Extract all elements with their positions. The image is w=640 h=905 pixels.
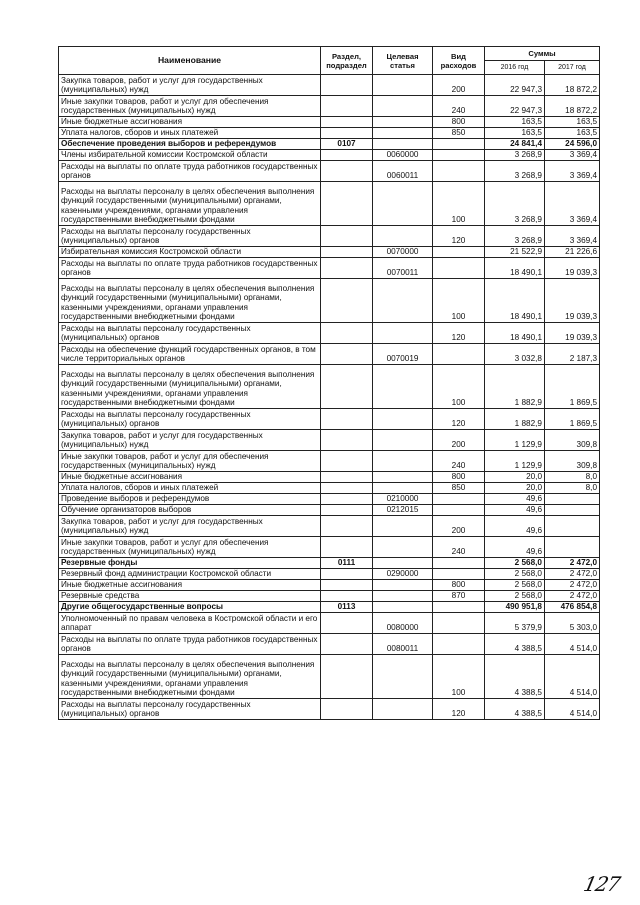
table-row [59, 258, 600, 279]
row-type-cell: 800 [433, 472, 485, 483]
row-sum-2016-cell: 3 268,9 [485, 161, 545, 182]
row-target-cell: 0070019 [373, 344, 433, 365]
row-sum-2016-cell: 2 568,0 [485, 580, 545, 591]
row-type-cell: 240 [433, 537, 485, 558]
row-sum-2017-cell [545, 494, 600, 505]
row-sum-2016-cell: 1 129,9 [485, 430, 545, 451]
row-sum-2017-cell: 2 472,0 [545, 591, 600, 602]
row-sum-2016-cell: 18 490,1 [485, 258, 545, 279]
row-sum-2017-cell: 2 472,0 [545, 580, 600, 591]
table-row [59, 558, 600, 569]
row-type-cell: 120 [433, 409, 485, 430]
row-sum-2017-cell: 163,5 [545, 128, 600, 139]
row-section-cell [321, 182, 373, 226]
table-row [59, 279, 600, 323]
row-sum-2017-cell: 2 187,3 [545, 344, 600, 365]
row-section-cell [321, 451, 373, 472]
row-target-cell [373, 602, 433, 613]
row-sum-2017-cell: 1 869,5 [545, 409, 600, 430]
table-row [59, 634, 600, 655]
header-target: Целевая статья [373, 47, 433, 75]
row-sum-2017-cell: 24 596,0 [545, 139, 600, 150]
row-name-cell: Избирательная комиссия Костромской области [59, 247, 321, 258]
row-name-cell: Расходы на выплаты персоналу в целях обеспечения выполнения функций государственными (муниципальными) органами, казенными учреждениями, органами управления государственными внебюджетными фондами [59, 365, 321, 409]
row-sum-2016-cell: 18 490,1 [485, 323, 545, 344]
header-year-2017: 2017 год [545, 61, 600, 75]
table-row [59, 365, 600, 409]
row-section-cell [321, 128, 373, 139]
header-year-2016: 2016 год [485, 61, 545, 75]
row-target-cell [373, 96, 433, 117]
row-sum-2017-cell: 18 872,2 [545, 75, 600, 96]
row-section-cell [321, 258, 373, 279]
row-name-cell: Расходы на выплаты персоналу в целях обеспечения выполнения функций государственными (муниципальными) органами, казенными учреждениями, органами управления государственными внебюджетными фондами [59, 655, 321, 699]
row-target-cell [373, 558, 433, 569]
row-section-cell [321, 226, 373, 247]
row-section-cell [321, 613, 373, 634]
row-sum-2017-cell: 8,0 [545, 472, 600, 483]
row-target-cell [373, 409, 433, 430]
row-type-cell [433, 494, 485, 505]
row-target-cell: 0070000 [373, 247, 433, 258]
row-sum-2016-cell: 18 490,1 [485, 279, 545, 323]
row-sum-2017-cell: 4 514,0 [545, 699, 600, 720]
row-type-cell [433, 247, 485, 258]
row-sum-2017-cell [545, 505, 600, 516]
row-name-cell: Расходы на выплаты персоналу государственных (муниципальных) органов [59, 226, 321, 247]
row-type-cell: 100 [433, 655, 485, 699]
table-row [59, 699, 600, 720]
row-name-cell: Расходы на выплаты персоналу государственных (муниципальных) органов [59, 699, 321, 720]
row-type-cell: 200 [433, 516, 485, 537]
table-row [59, 75, 600, 96]
header-sums: Суммы [485, 47, 600, 61]
row-name-cell: Уплата налогов, сборов и иных платежей [59, 128, 321, 139]
row-sum-2017-cell: 3 369,4 [545, 150, 600, 161]
row-section-cell [321, 569, 373, 580]
row-section-cell [321, 634, 373, 655]
table-row [59, 344, 600, 365]
table-row [59, 537, 600, 558]
budget-page [58, 46, 599, 720]
row-section-cell [321, 96, 373, 117]
header-name: Наименование [59, 47, 321, 75]
row-target-cell [373, 591, 433, 602]
row-type-cell: 800 [433, 580, 485, 591]
row-sum-2017-cell: 309,8 [545, 451, 600, 472]
row-name-cell: Расходы на выплаты по оплате труда работников государственных органов [59, 258, 321, 279]
table-row [59, 161, 600, 182]
row-name-cell: Иные закупки товаров, работ и услуг для обеспечения государственных (муниципальных) нужд [59, 96, 321, 117]
table-row [59, 139, 600, 150]
row-name-cell: Резервные средства [59, 591, 321, 602]
row-target-cell [373, 323, 433, 344]
row-sum-2017-cell [545, 537, 600, 558]
table-row [59, 451, 600, 472]
table-row [59, 613, 600, 634]
row-type-cell [433, 613, 485, 634]
table-row [59, 516, 600, 537]
row-sum-2017-cell: 476 854,8 [545, 602, 600, 613]
table-row [59, 505, 600, 516]
row-target-cell: 0080011 [373, 634, 433, 655]
row-sum-2017-cell: 21 226,6 [545, 247, 600, 258]
table-row [59, 323, 600, 344]
row-sum-2016-cell: 20,0 [485, 472, 545, 483]
row-section-cell [321, 75, 373, 96]
row-type-cell: 850 [433, 128, 485, 139]
row-section-cell [321, 516, 373, 537]
row-type-cell: 870 [433, 591, 485, 602]
row-sum-2016-cell: 1 882,9 [485, 409, 545, 430]
row-section-cell: 0111 [321, 558, 373, 569]
row-section-cell [321, 279, 373, 323]
table-row [59, 128, 600, 139]
row-type-cell: 850 [433, 483, 485, 494]
row-sum-2017-cell: 8,0 [545, 483, 600, 494]
row-type-cell [433, 569, 485, 580]
row-name-cell: Расходы на выплаты персоналу в целях обеспечения выполнения функций государственными (муниципальными) органами, казенными учреждениями, органами управления государственными внебюджетными фондами [59, 182, 321, 226]
table-row [59, 117, 600, 128]
row-sum-2016-cell: 490 951,8 [485, 602, 545, 613]
row-sum-2017-cell: 3 369,4 [545, 182, 600, 226]
row-section-cell [321, 580, 373, 591]
row-type-cell [433, 634, 485, 655]
row-type-cell [433, 258, 485, 279]
row-target-cell [373, 516, 433, 537]
row-sum-2016-cell: 49,6 [485, 505, 545, 516]
row-name-cell: Расходы на выплаты персоналу в целях обеспечения выполнения функций государственными (муниципальными) органами, казенными учреждениями, органами управления государственными внебюджетными фондами [59, 279, 321, 323]
row-name-cell: Резервный фонд администрации Костромской области [59, 569, 321, 580]
row-name-cell: Обеспечение проведения выборов и референдумов [59, 139, 321, 150]
row-section-cell [321, 505, 373, 516]
row-sum-2016-cell: 49,6 [485, 516, 545, 537]
header-section: Раздел, подраздел [321, 47, 373, 75]
row-sum-2016-cell: 3 268,9 [485, 150, 545, 161]
row-type-cell [433, 161, 485, 182]
row-target-cell [373, 483, 433, 494]
row-sum-2016-cell: 2 568,0 [485, 558, 545, 569]
row-sum-2016-cell: 4 388,5 [485, 699, 545, 720]
table-row [59, 226, 600, 247]
row-sum-2017-cell: 2 472,0 [545, 558, 600, 569]
row-sum-2017-cell: 5 303,0 [545, 613, 600, 634]
table-row [59, 96, 600, 117]
row-sum-2016-cell: 49,6 [485, 537, 545, 558]
row-name-cell: Расходы на выплаты персоналу государственных (муниципальных) органов [59, 409, 321, 430]
row-type-cell: 100 [433, 365, 485, 409]
row-type-cell: 240 [433, 96, 485, 117]
budget-table [58, 46, 600, 720]
row-sum-2017-cell: 3 369,4 [545, 226, 600, 247]
row-sum-2016-cell: 2 568,0 [485, 569, 545, 580]
row-type-cell [433, 505, 485, 516]
row-type-cell: 100 [433, 279, 485, 323]
row-target-cell [373, 75, 433, 96]
row-sum-2016-cell: 22 947,3 [485, 75, 545, 96]
row-sum-2016-cell: 1 882,9 [485, 365, 545, 409]
row-sum-2016-cell: 5 379,9 [485, 613, 545, 634]
row-target-cell: 0290000 [373, 569, 433, 580]
table-header [59, 47, 600, 75]
row-name-cell: Закупка товаров, работ и услуг для государственных (муниципальных) нужд [59, 75, 321, 96]
row-section-cell [321, 247, 373, 258]
table-row [59, 247, 600, 258]
row-section-cell [321, 117, 373, 128]
row-section-cell [321, 323, 373, 344]
table-body [59, 75, 600, 720]
row-sum-2017-cell [545, 516, 600, 537]
row-type-cell: 120 [433, 699, 485, 720]
row-name-cell: Обучение организаторов выборов [59, 505, 321, 516]
row-section-cell [321, 655, 373, 699]
row-type-cell [433, 558, 485, 569]
row-type-cell: 200 [433, 430, 485, 451]
row-target-cell [373, 580, 433, 591]
row-name-cell: Иные бюджетные ассигнования [59, 580, 321, 591]
row-name-cell: Члены избирательной комиссии Костромской области [59, 150, 321, 161]
header-type: Вид расходов [433, 47, 485, 75]
row-target-cell: 0080000 [373, 613, 433, 634]
row-name-cell: Резервные фонды [59, 558, 321, 569]
table-row [59, 150, 600, 161]
table-row [59, 182, 600, 226]
row-name-cell: Расходы на обеспечение функций государственных органов, в том числе территориальных органов [59, 344, 321, 365]
row-sum-2017-cell: 19 039,3 [545, 323, 600, 344]
row-name-cell: Иные закупки товаров, работ и услуг для обеспечения государственных (муниципальных) нужд [59, 537, 321, 558]
row-target-cell [373, 699, 433, 720]
row-sum-2017-cell: 19 039,3 [545, 279, 600, 323]
row-target-cell [373, 182, 433, 226]
row-section-cell: 0113 [321, 602, 373, 613]
row-target-cell [373, 279, 433, 323]
row-type-cell [433, 344, 485, 365]
row-target-cell [373, 451, 433, 472]
row-section-cell [321, 483, 373, 494]
row-target-cell [373, 655, 433, 699]
row-sum-2017-cell: 4 514,0 [545, 655, 600, 699]
row-name-cell: Расходы на выплаты по оплате труда работников государственных органов [59, 161, 321, 182]
row-name-cell: Закупка товаров, работ и услуг для государственных (муниципальных) нужд [59, 430, 321, 451]
row-name-cell: Иные бюджетные ассигнования [59, 472, 321, 483]
row-sum-2016-cell: 4 388,5 [485, 655, 545, 699]
row-sum-2016-cell: 49,6 [485, 494, 545, 505]
row-target-cell [373, 128, 433, 139]
row-sum-2017-cell: 3 369,4 [545, 161, 600, 182]
row-name-cell: Расходы на выплаты по оплате труда работников государственных органов [59, 634, 321, 655]
row-section-cell [321, 537, 373, 558]
row-sum-2017-cell: 309,8 [545, 430, 600, 451]
row-type-cell: 240 [433, 451, 485, 472]
table-row [59, 494, 600, 505]
table-row [59, 655, 600, 699]
row-name-cell: Другие общегосударственные вопросы [59, 602, 321, 613]
row-section-cell: 0107 [321, 139, 373, 150]
row-section-cell [321, 699, 373, 720]
row-type-cell [433, 150, 485, 161]
row-name-cell: Иные закупки товаров, работ и услуг для обеспечения государственных (муниципальных) нужд [59, 451, 321, 472]
row-target-cell [373, 365, 433, 409]
row-target-cell: 0060011 [373, 161, 433, 182]
table-row [59, 472, 600, 483]
row-target-cell [373, 472, 433, 483]
row-sum-2016-cell: 22 947,3 [485, 96, 545, 117]
row-name-cell: Уплата налогов, сборов и иных платежей [59, 483, 321, 494]
row-sum-2017-cell: 163,5 [545, 117, 600, 128]
row-sum-2016-cell: 3 268,9 [485, 226, 545, 247]
row-section-cell [321, 472, 373, 483]
row-target-cell [373, 117, 433, 128]
row-sum-2017-cell: 1 869,5 [545, 365, 600, 409]
table-row [59, 569, 600, 580]
row-name-cell: Уполномоченный по правам человека в Костромской области и его аппарат [59, 613, 321, 634]
row-sum-2017-cell: 18 872,2 [545, 96, 600, 117]
row-type-cell: 100 [433, 182, 485, 226]
row-section-cell [321, 365, 373, 409]
row-sum-2016-cell: 163,5 [485, 128, 545, 139]
row-target-cell: 0070011 [373, 258, 433, 279]
table-row [59, 430, 600, 451]
row-sum-2017-cell: 4 514,0 [545, 634, 600, 655]
page-number: 127 [581, 872, 622, 896]
row-section-cell [321, 430, 373, 451]
row-sum-2016-cell: 24 841,4 [485, 139, 545, 150]
row-sum-2016-cell: 3 268,9 [485, 182, 545, 226]
row-section-cell [321, 494, 373, 505]
row-sum-2017-cell: 2 472,0 [545, 569, 600, 580]
row-name-cell: Иные бюджетные ассигнования [59, 117, 321, 128]
row-type-cell: 800 [433, 117, 485, 128]
row-sum-2016-cell: 21 522,9 [485, 247, 545, 258]
row-sum-2017-cell: 19 039,3 [545, 258, 600, 279]
row-sum-2016-cell: 20,0 [485, 483, 545, 494]
row-section-cell [321, 409, 373, 430]
row-sum-2016-cell: 2 568,0 [485, 591, 545, 602]
row-type-cell: 120 [433, 323, 485, 344]
row-name-cell: Расходы на выплаты персоналу государственных (муниципальных) органов [59, 323, 321, 344]
row-sum-2016-cell: 3 032,8 [485, 344, 545, 365]
row-target-cell: 0060000 [373, 150, 433, 161]
row-sum-2016-cell: 4 388,5 [485, 634, 545, 655]
row-name-cell: Проведение выборов и референдумов [59, 494, 321, 505]
row-type-cell: 120 [433, 226, 485, 247]
table-row [59, 409, 600, 430]
row-section-cell [321, 591, 373, 602]
table-row [59, 580, 600, 591]
table-row [59, 602, 600, 613]
row-target-cell: 0212015 [373, 505, 433, 516]
row-type-cell: 200 [433, 75, 485, 96]
row-section-cell [321, 161, 373, 182]
row-section-cell [321, 344, 373, 365]
row-type-cell [433, 139, 485, 150]
row-target-cell: 0210000 [373, 494, 433, 505]
row-type-cell [433, 602, 485, 613]
row-target-cell [373, 537, 433, 558]
row-target-cell [373, 226, 433, 247]
table-row [59, 483, 600, 494]
table-row [59, 591, 600, 602]
row-name-cell: Закупка товаров, работ и услуг для государственных (муниципальных) нужд [59, 516, 321, 537]
row-sum-2016-cell: 163,5 [485, 117, 545, 128]
row-target-cell [373, 139, 433, 150]
row-target-cell [373, 430, 433, 451]
row-section-cell [321, 150, 373, 161]
row-sum-2016-cell: 1 129,9 [485, 451, 545, 472]
